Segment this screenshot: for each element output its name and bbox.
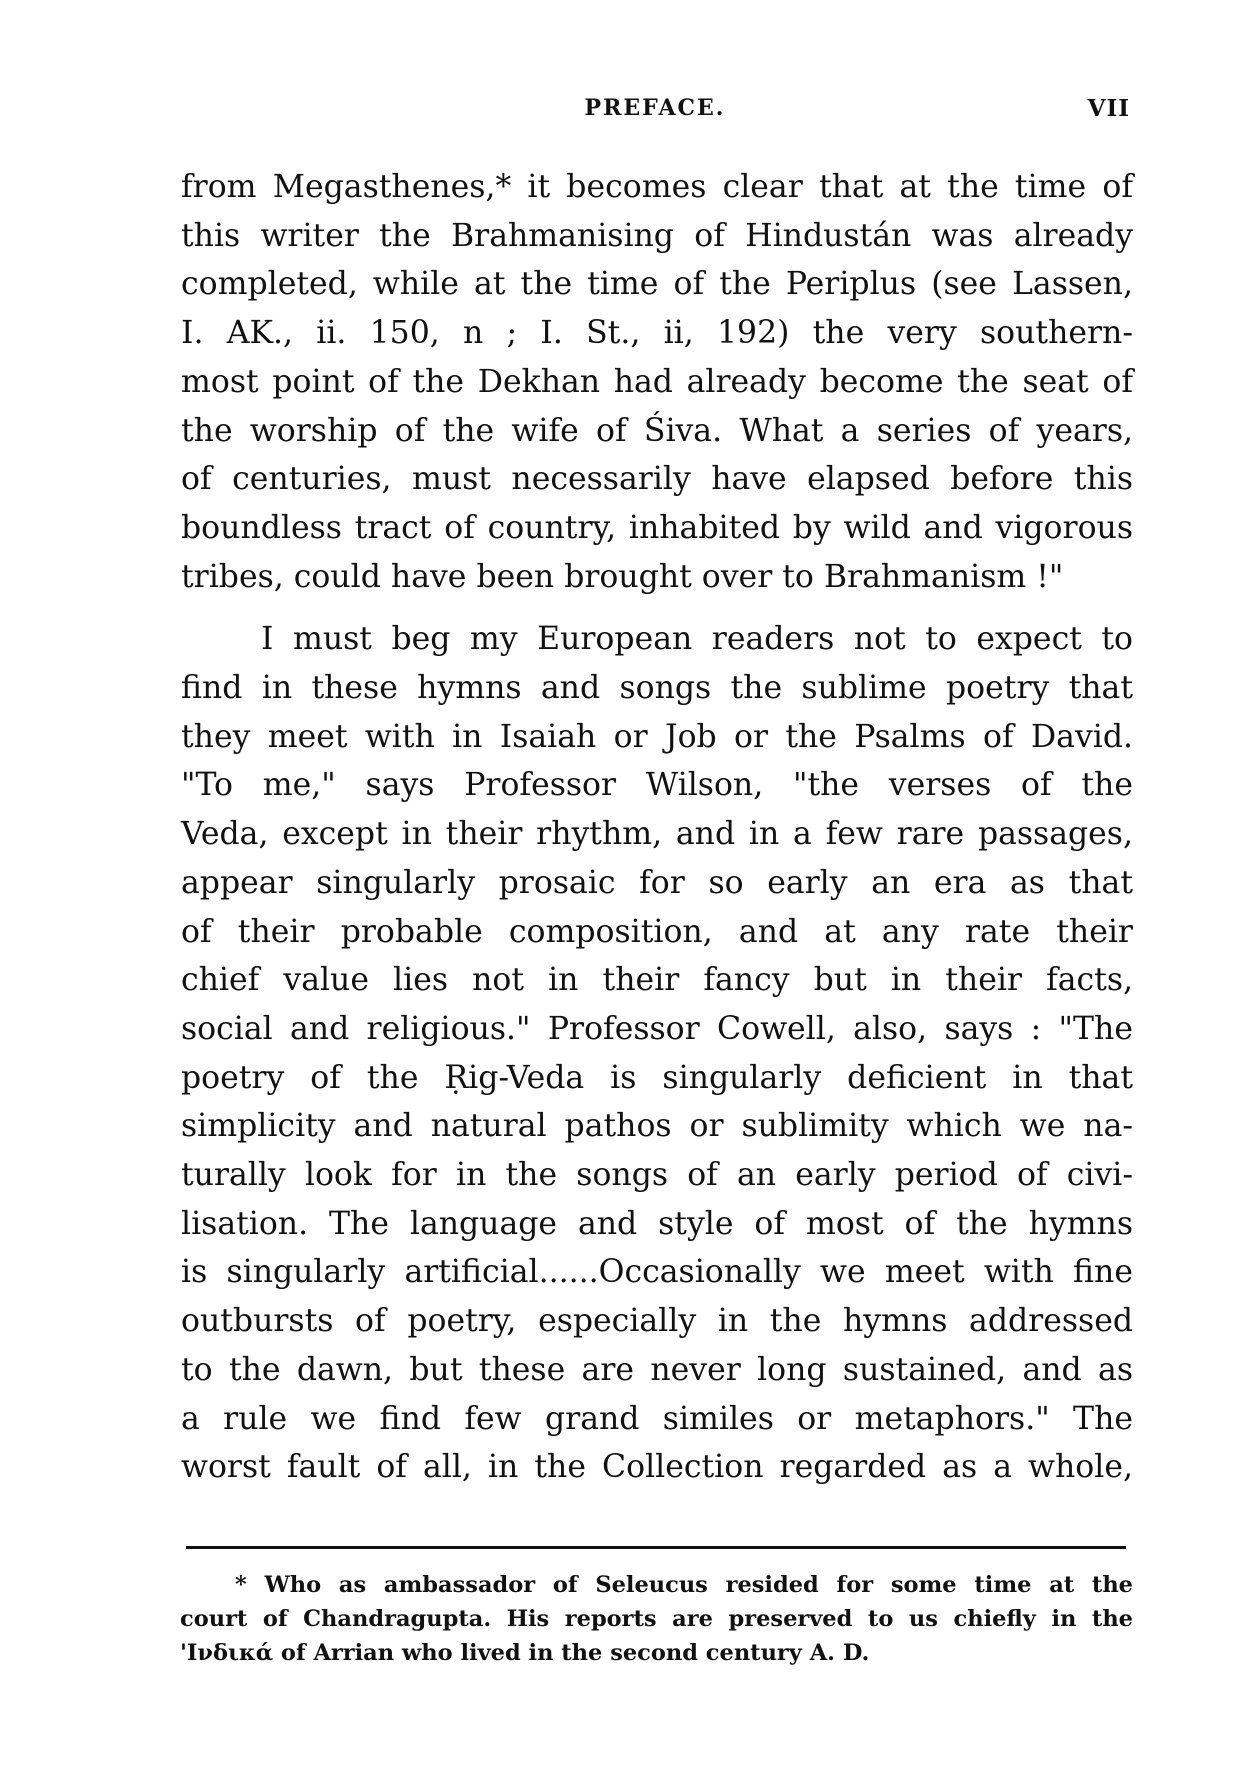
text-line: "To me," says Professor Wilson, "the verses of the bbox=[181, 767, 1133, 804]
text-line: poetry of the Ṛig-Veda is singularly deficient in that bbox=[181, 1059, 1133, 1096]
text-line: turally look for in the songs of an early period of civi- bbox=[181, 1157, 1133, 1194]
text-line: social and religious." Professor Cowell, also, says : "The bbox=[181, 1010, 1133, 1047]
text-line: a rule we find few grand similes or metaphors." The bbox=[181, 1400, 1133, 1437]
main-text bbox=[181, 163, 1133, 1492]
text-line: I. AK., ii. 150, n ; I. St., ii, 192) the very southern- bbox=[181, 315, 1133, 352]
running-title: PREFACE. bbox=[584, 95, 726, 121]
footnote-rule bbox=[186, 1546, 1126, 1549]
text-line: I must beg my European readers not to expect to bbox=[261, 621, 1133, 658]
text-line: boundless tract of country, inhabited by wild and vigorous bbox=[181, 509, 1133, 546]
text-line: worst fault of all, in the Collection regarded as a whole, bbox=[181, 1449, 1133, 1486]
paragraph-continued bbox=[181, 163, 1133, 601]
text-line: appear singularly prosaic for so early an era as that bbox=[181, 864, 1133, 901]
text-line: this writer the Brahmanising of Hindustán was already bbox=[181, 217, 1133, 254]
footnote-line: * Who as ambassador of Seleucus resided for some time at the bbox=[235, 1572, 1133, 1598]
text-line: most point of the Dekhan had already become the seat of bbox=[181, 363, 1133, 400]
text-line: they meet with in Isaiah or Job or the Psalms of David. bbox=[181, 718, 1133, 755]
text-line: Veda, except in their rhythm, and in a few rare passages, bbox=[181, 816, 1133, 853]
text-line: the worship of the wife of Śiva. What a series of years, bbox=[181, 412, 1133, 449]
text-line: completed, while at the time of the Periplus (see Lassen, bbox=[181, 266, 1133, 303]
text-line: outbursts of poetry, especially in the hymns addressed bbox=[181, 1303, 1133, 1340]
page-header bbox=[180, 95, 1130, 135]
text-line: tribes, could have been brought over to Brahmanism !" bbox=[181, 558, 1064, 595]
text-line: find in these hymns and songs the sublime poetry that bbox=[181, 670, 1133, 707]
footnote-line: court of Chandragupta. His reports are preserved to us chiefly in the bbox=[180, 1606, 1133, 1632]
text-line: is singularly artificial......Occasionally we meet with fine bbox=[181, 1254, 1133, 1291]
text-line: simplicity and natural pathos or sublimity which we na- bbox=[181, 1108, 1133, 1145]
text-line: chief value lies not in their fancy but in their facts, bbox=[181, 962, 1133, 999]
text-line: of centuries, must necessarily have elapsed before this bbox=[181, 461, 1133, 498]
text-line: of their probable composition, and at any rate their bbox=[181, 913, 1133, 950]
footnote bbox=[180, 1568, 1133, 1670]
text-line: from Megasthenes,* it becomes clear that at the time of bbox=[181, 169, 1133, 205]
footnote-line: 'Ινδικά of Arrian who lived in the second century A. D. bbox=[180, 1640, 870, 1666]
text-line: to the dawn, but these are never long sustained, and as bbox=[181, 1351, 1133, 1388]
page-number: VII bbox=[1087, 95, 1130, 122]
paragraph-european-readers bbox=[181, 615, 1133, 1492]
text-line: lisation. The language and style of most of the hymns bbox=[181, 1205, 1133, 1242]
